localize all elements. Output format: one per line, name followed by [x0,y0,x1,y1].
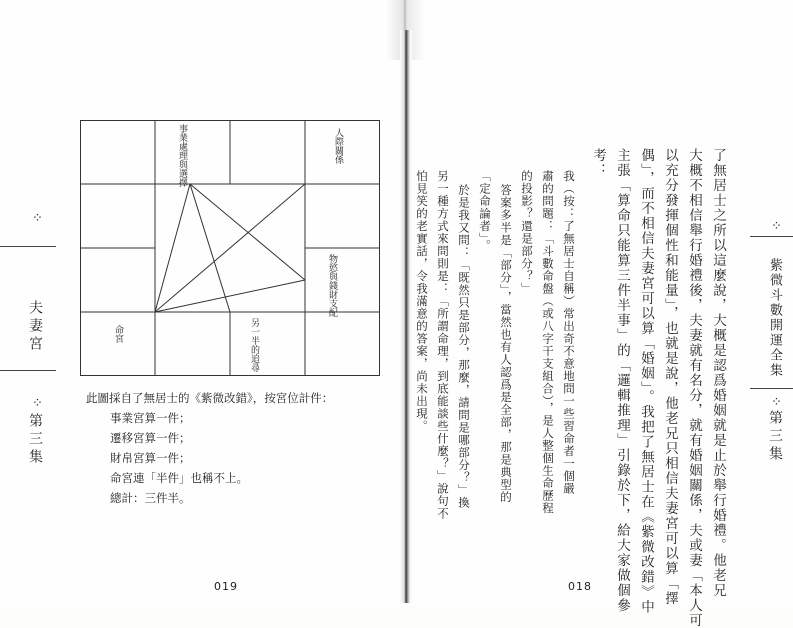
prose-column: 考： [590,148,606,178]
quote-column: 怕見笑的老實話，令我滿意的答案，尚未出現。 [415,170,429,433]
right-page [405,0,793,628]
quote-column: 的投影？還是部分？」 [520,170,534,295]
page-number-left: 019 [214,580,238,593]
ornament-diamond-icon: ⁘ [32,396,43,411]
label-wealth: 物慾與錢財支配 [327,254,337,317]
label-half-guidance: 另一半的追尋 [249,318,259,372]
chart-caption [86,388,333,508]
book-spine [400,30,412,603]
side-rule-bottom [0,370,56,371]
quote-column: 肅的問題：「斗數命盤（或八字干支組合），是人整個生命歷程 [541,170,555,515]
page-number-right: 018 [568,580,592,593]
prose-column: 偶」，而不相信夫妻宮可以算「婚姻」。我把了無居士在《紫微改錯》中 [638,148,654,615]
prose-column: 大概不相信舉行婚禮後，夫妻就有名分，就有婚姻關係，夫或妻「本人可 [686,148,702,628]
side-rule-bottom [750,388,793,389]
side-title: 夫妻宮 [27,300,43,354]
side-rule-top [0,246,56,247]
ornament-diamond-icon: ⁘ [32,211,43,226]
caption-line: 事業宮算一件； [110,411,191,425]
prose-column: 以充分發揮個性和能量」，也就是說，他老兄只相信夫妻宮可以算「擇 [662,148,678,607]
prose-column: 了無居士之所以這麼說，大概是認爲婚姻就是止於舉行婚禮。他老兄 [710,148,726,598]
quote-column: 「定命論者」。 [478,170,492,252]
ornament-diamond-icon: ⁘ [771,395,782,410]
quote-column: 答案多半是「部分」，當然也有人認爲是全部，那是典型的 [499,184,513,504]
triangle-line [155,184,305,312]
triangle-line [155,280,305,312]
side-rule-top [750,236,793,237]
caption-intro: 此圖採自了無居士的《紫微改錯》，按宮位計件： [86,391,334,405]
ornament-diamond-icon: ⁘ [771,219,782,234]
left-page [0,0,405,603]
quote-column: 於是我又問：「既然只是部分，那麼，請問是哪部分？」換 [457,184,471,509]
side-title: 紫微斗數開運全集 [767,258,782,378]
label-life-palace: 命宮 [113,325,123,343]
label-career-migration: 事業處理與選擇 [177,124,187,187]
caption-line: 遷移宮算一件； [110,431,191,445]
quote-column: 我（按：了無居士自稱）常出奇不意地問一些習命者一個嚴 [562,170,576,495]
triangle-line [190,184,230,312]
caption-line: 財帛宮算一件； [110,451,191,465]
side-volume: 第三集 [767,410,783,464]
prose-column: 主張「算命只能算三件半事」的「邏輯推理」引錄於下，給大家做個參 [614,148,630,613]
quote-column: 另一種方式來問則是：「所謂命理，到底能談些什麼？」說句不 [436,170,450,520]
side-volume: 第三集 [27,413,43,467]
label-relationships: 人際關係 [333,128,343,164]
caption-line: 命宮連「半件」也稱不上。 [110,471,248,485]
caption-line: 總計：三件半。 [110,491,191,505]
palace-chart [80,120,380,376]
triangle-line [155,184,190,312]
